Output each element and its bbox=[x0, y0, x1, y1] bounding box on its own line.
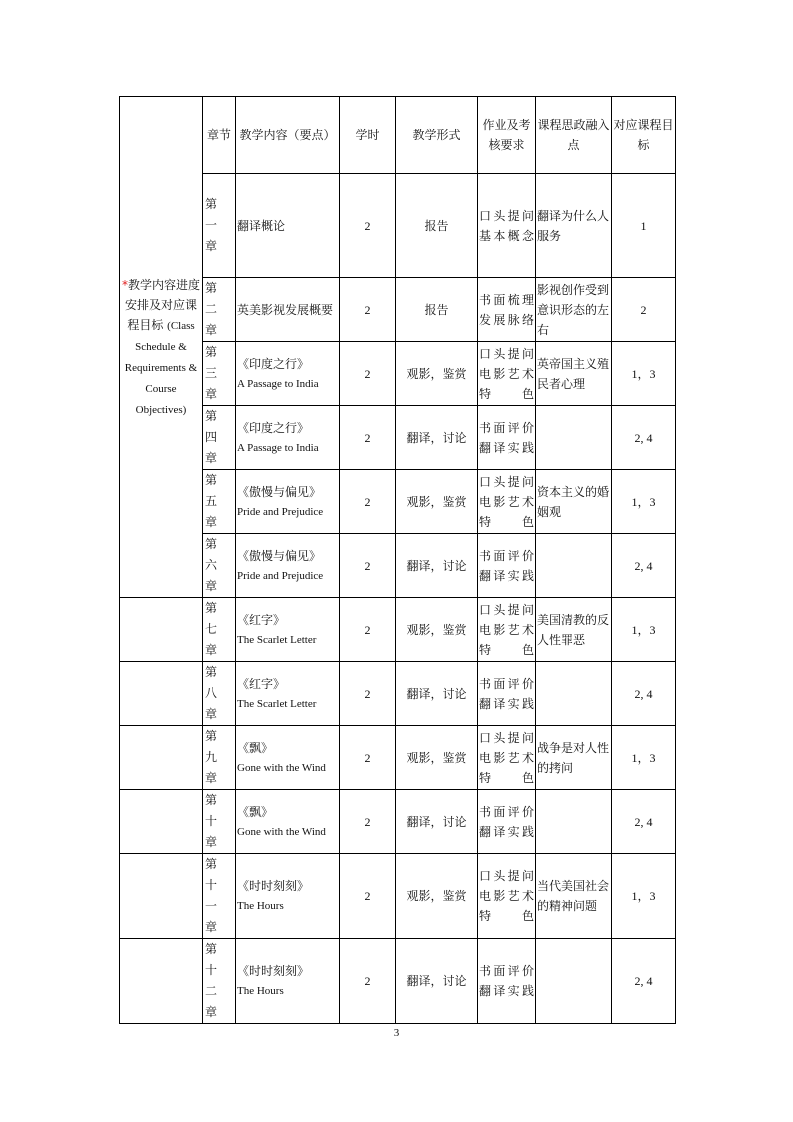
header-hours: 学时 bbox=[340, 97, 396, 174]
content-cell bbox=[236, 174, 340, 278]
requirements-cell: 书面评价翻译实践 bbox=[478, 662, 536, 726]
form-cell: 翻译，讨论 bbox=[396, 534, 478, 598]
content-cell bbox=[236, 534, 340, 598]
form-cell: 观影，鉴赏 bbox=[396, 470, 478, 534]
form-cell: 报告 bbox=[396, 174, 478, 278]
chapter-cell bbox=[203, 534, 236, 598]
content-cell bbox=[236, 790, 340, 854]
requirements-cell: 口头提问电影艺术特色 bbox=[478, 598, 536, 662]
content-en: A Passage to India bbox=[237, 441, 319, 454]
content-en: A Passage to India bbox=[237, 377, 319, 390]
empty-label-cell bbox=[120, 662, 203, 726]
content-en: Gone with the Wind bbox=[237, 825, 326, 838]
chapter-label: 第七章 bbox=[205, 601, 218, 657]
form-cell: 观影，鉴赏 bbox=[396, 342, 478, 406]
content-en: Pride and Prejudice bbox=[237, 505, 324, 518]
content-cell bbox=[236, 342, 340, 406]
table-row bbox=[120, 278, 676, 342]
form-cell: 观影，鉴赏 bbox=[396, 854, 478, 939]
header-content: 教学内容（要点） bbox=[236, 97, 340, 174]
ideology-cell: 战争是对人性的拷问 bbox=[536, 726, 612, 790]
chapter-cell bbox=[203, 854, 236, 939]
table-row bbox=[120, 470, 676, 534]
objectives-cell: 1，3 bbox=[612, 726, 676, 790]
content-cn: 《飘》 bbox=[237, 740, 274, 755]
content-cn: 《傲慢与偏见》 bbox=[237, 548, 322, 563]
content-cn: 《飘》 bbox=[237, 804, 274, 819]
objectives-cell: 1，3 bbox=[612, 854, 676, 939]
content-cn: 《红字》 bbox=[237, 612, 286, 627]
form-cell: 翻译，讨论 bbox=[396, 662, 478, 726]
ideology-cell bbox=[536, 534, 612, 598]
objectives-cell: 1，3 bbox=[612, 598, 676, 662]
objectives-cell: 2, 4 bbox=[612, 790, 676, 854]
requirements-cell: 口头提问电影艺术特色 bbox=[478, 470, 536, 534]
chapter-label: 第十一章 bbox=[205, 857, 218, 934]
content-cn: 《傲慢与偏见》 bbox=[237, 484, 322, 499]
requirements-cell: 书面评价翻译实践 bbox=[478, 534, 536, 598]
hours-cell: 2 bbox=[340, 470, 396, 534]
table-row bbox=[120, 726, 676, 790]
content-cell bbox=[236, 726, 340, 790]
objectives-cell: 2, 4 bbox=[612, 939, 676, 1024]
objectives-cell: 1，3 bbox=[612, 470, 676, 534]
empty-label-cell bbox=[120, 790, 203, 854]
chapter-cell bbox=[203, 278, 236, 342]
content-cell bbox=[236, 470, 340, 534]
content-en: Pride and Prejudice bbox=[237, 569, 324, 582]
section-label-en: (Class Schedule & Requirements & Course Objectives) bbox=[124, 319, 198, 416]
content-cell bbox=[236, 598, 340, 662]
hours-cell: 2 bbox=[340, 854, 396, 939]
hours-cell: 2 bbox=[340, 342, 396, 406]
section-label-cn: 教学内容进度安排及对应课程目标 bbox=[124, 277, 200, 332]
table-row bbox=[120, 598, 676, 662]
ideology-cell bbox=[536, 406, 612, 470]
required-star: * bbox=[121, 277, 128, 292]
schedule-table bbox=[119, 96, 676, 1024]
chapter-label: 第六章 bbox=[205, 537, 218, 593]
table-row bbox=[120, 534, 676, 598]
ideology-cell bbox=[536, 662, 612, 726]
ideology-cell: 资本主义的婚姻观 bbox=[536, 470, 612, 534]
chapter-cell bbox=[203, 939, 236, 1024]
hours-cell: 2 bbox=[340, 406, 396, 470]
content-cell bbox=[236, 939, 340, 1024]
chapter-cell bbox=[203, 662, 236, 726]
hours-cell: 2 bbox=[340, 662, 396, 726]
hours-cell: 2 bbox=[340, 790, 396, 854]
ideology-cell bbox=[536, 939, 612, 1024]
chapter-label: 第八章 bbox=[205, 665, 218, 721]
requirements-cell: 口头提问电影艺术特色 bbox=[478, 342, 536, 406]
requirements-cell: 口头提问电影艺术特色 bbox=[478, 726, 536, 790]
ideology-cell: 翻译为什么人服务 bbox=[536, 174, 612, 278]
objectives-cell: 2, 4 bbox=[612, 406, 676, 470]
requirements-cell: 书面评价翻译实践 bbox=[478, 406, 536, 470]
ideology-cell: 影视创作受到意识形态的左右 bbox=[536, 278, 612, 342]
objectives-cell: 2, 4 bbox=[612, 662, 676, 726]
content-cn: 翻译概论 bbox=[237, 218, 286, 233]
form-cell: 翻译，讨论 bbox=[396, 939, 478, 1024]
content-cn: 《时时刻刻》 bbox=[237, 879, 310, 893]
header-chapter: 章节 bbox=[203, 97, 236, 174]
chapter-label: 第四章 bbox=[205, 409, 218, 465]
content-en: The Scarlet Letter bbox=[237, 697, 317, 710]
empty-label-cell bbox=[120, 939, 203, 1024]
form-cell: 观影，鉴赏 bbox=[396, 598, 478, 662]
table-row bbox=[120, 662, 676, 726]
chapter-label: 第二章 bbox=[205, 281, 218, 337]
content-cn: 《时时刻刻》 bbox=[237, 964, 310, 978]
requirements-cell: 书面评价翻译实践 bbox=[478, 790, 536, 854]
content-cn: 《印度之行》 bbox=[237, 420, 310, 435]
ideology-cell: 美国清教的反人性罪恶 bbox=[536, 598, 612, 662]
hours-cell: 2 bbox=[340, 726, 396, 790]
chapter-label: 第三章 bbox=[205, 345, 218, 401]
content-cn: 《红字》 bbox=[237, 676, 286, 691]
form-cell: 观影，鉴赏 bbox=[396, 726, 478, 790]
table-row bbox=[120, 174, 676, 278]
header-row bbox=[120, 97, 676, 174]
empty-label-cell bbox=[120, 598, 203, 662]
objectives-cell: 1 bbox=[612, 174, 676, 278]
chapter-cell bbox=[203, 598, 236, 662]
chapter-label: 第五章 bbox=[205, 473, 218, 529]
header-requirements: 作业及考核要求 bbox=[478, 97, 536, 174]
table-row bbox=[120, 854, 676, 939]
hours-cell: 2 bbox=[340, 534, 396, 598]
chapter-label: 第十章 bbox=[205, 793, 218, 849]
objectives-cell: 2, 4 bbox=[612, 534, 676, 598]
content-en: The Hours bbox=[237, 900, 284, 912]
requirements-cell: 书面评价翻译实践 bbox=[478, 939, 536, 1024]
form-cell: 翻译，讨论 bbox=[396, 406, 478, 470]
requirements-cell: 口头提问基本概念 bbox=[478, 174, 536, 278]
chapter-cell bbox=[203, 726, 236, 790]
table-row bbox=[120, 790, 676, 854]
requirements-cell: 书面梳理发展脉络 bbox=[478, 278, 536, 342]
content-cell bbox=[236, 406, 340, 470]
content-cn: 英美影视发展概要 bbox=[237, 302, 334, 317]
header-objectives: 对应课程目标 bbox=[612, 97, 676, 174]
chapter-cell bbox=[203, 790, 236, 854]
chapter-cell bbox=[203, 174, 236, 278]
section-label-cell bbox=[120, 97, 203, 598]
form-cell: 翻译，讨论 bbox=[396, 790, 478, 854]
hours-cell: 2 bbox=[340, 598, 396, 662]
objectives-cell: 2 bbox=[612, 278, 676, 342]
hours-cell: 2 bbox=[340, 278, 396, 342]
content-en: Gone with the Wind bbox=[237, 761, 326, 774]
empty-label-cell bbox=[120, 854, 203, 939]
chapter-cell bbox=[203, 406, 236, 470]
hours-cell: 2 bbox=[340, 174, 396, 278]
content-en: The Hours bbox=[237, 985, 284, 997]
chapter-cell bbox=[203, 342, 236, 406]
content-cell bbox=[236, 278, 340, 342]
chapter-label: 第十二章 bbox=[205, 942, 218, 1019]
ideology-cell bbox=[536, 790, 612, 854]
content-cell bbox=[236, 854, 340, 939]
content-en: The Scarlet Letter bbox=[237, 633, 317, 646]
table-row bbox=[120, 939, 676, 1024]
header-ideology: 课程思政融入点 bbox=[536, 97, 612, 174]
table-row bbox=[120, 406, 676, 470]
content-cn: 《印度之行》 bbox=[237, 356, 310, 371]
hours-cell: 2 bbox=[340, 939, 396, 1024]
empty-label-cell bbox=[120, 726, 203, 790]
objectives-cell: 1，3 bbox=[612, 342, 676, 406]
header-form: 教学形式 bbox=[396, 97, 478, 174]
requirements-cell: 口头提问电影艺术特色 bbox=[478, 854, 536, 939]
form-cell: 报告 bbox=[396, 278, 478, 342]
chapter-label: 第一章 bbox=[205, 197, 218, 253]
ideology-cell: 当代美国社会的精神问题 bbox=[536, 854, 612, 939]
page-number: 3 bbox=[393, 1027, 400, 1039]
chapter-label: 第九章 bbox=[205, 729, 218, 785]
table-row bbox=[120, 342, 676, 406]
ideology-cell: 英帝国主义殖民者心理 bbox=[536, 342, 612, 406]
chapter-cell bbox=[203, 470, 236, 534]
content-cell bbox=[236, 662, 340, 726]
